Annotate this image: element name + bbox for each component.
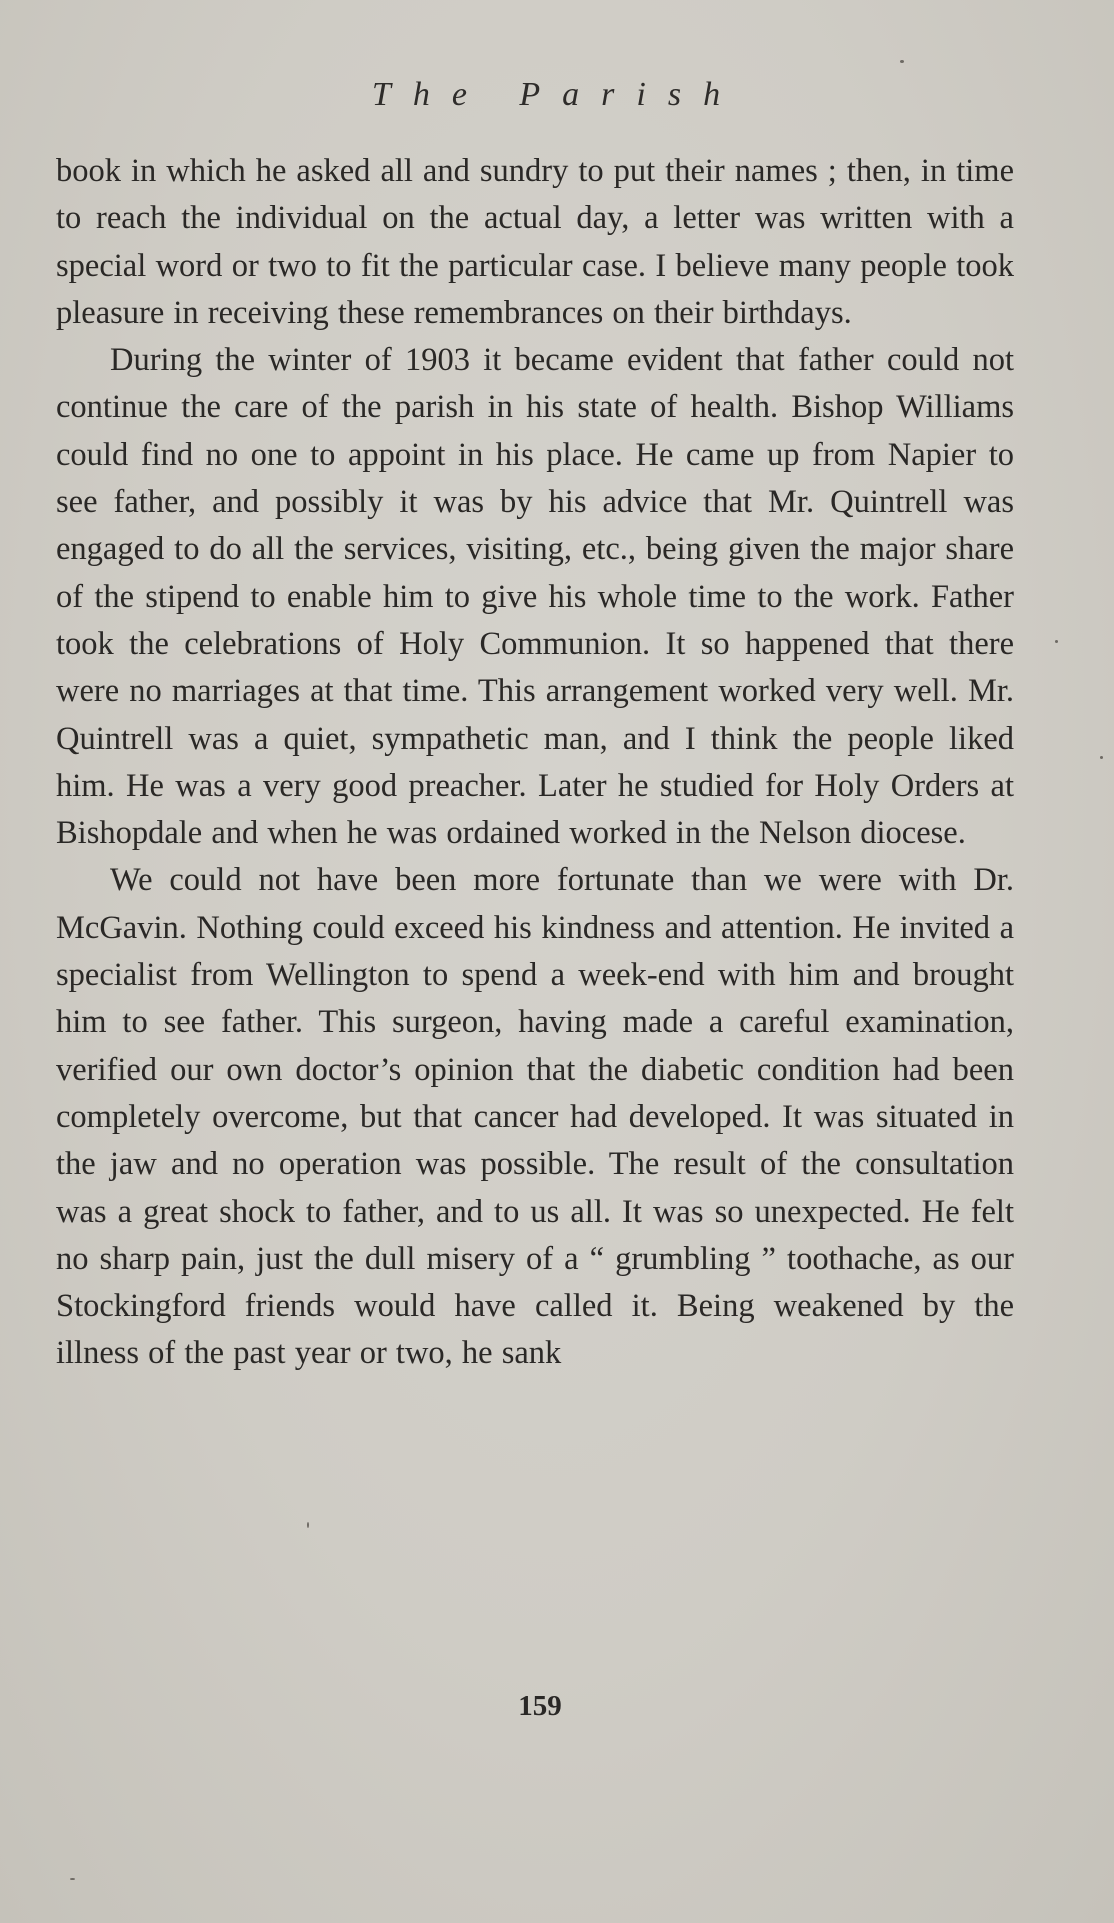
paper-speck (1055, 640, 1058, 643)
paper-speck (307, 1522, 309, 1528)
paragraph-dr-mcgavin: We could not have been more fortunate than we were with Dr. McGavin. Nothing could exceed his kindness and attention. He invited a specialist from Wellington to spend a week-end with him and brought him to see father. This surgeon, having made a careful examination, verified our own doctor’s opinion that the diabetic condition had been completely overcome, but that cancer had developed. It was situated in the jaw and no operation was possible. The result of the consultation was a great shock to father, and to us all. It was so unexpected. He felt no sharp pain, just the dull misery of a “ grumbling ” toothache, as our Stockingford friends would have called it. Being weakened by the illness of the past year or two, he sank (56, 862, 1014, 1372)
paper-speck (900, 60, 904, 63)
page-number: 159 (518, 1690, 562, 1722)
paper-speck (1100, 756, 1103, 759)
paragraph-winter-1903: During the winter of 1903 it became evident that father could not continue the care of the parish in his state of health. Bishop Williams could find no one to appoint in his place. He came up from Napier to see father, and possibly it was by his advice that Mr. Quintrell was engaged to do all the services, visiting, etc., being given the major share of the stipend to enable him to give his whole time to the work. Father took the celebrations of Holy Communion. It so happened that there were no marriages at that time. This arrangement worked very well. Mr. Quintrell was a quiet, sympathetic man, and I think the people liked him. He was a very good preacher. Later he studied for Holy Orders at Bishopdale and when he was ordained worked in the Nelson diocese. (56, 342, 1014, 852)
paragraph-continued: book in which he asked all and sundry to put their names ; then, in time to reach the individual on the actual day, a letter was written with a special word or two to fit the particular case. I believe many people took pleasure in receiving these remembrances on their birthdays. (56, 153, 1014, 331)
paper-speck (70, 1878, 75, 1880)
running-head: The Parish (371, 76, 743, 113)
body-text (56, 148, 1014, 1378)
